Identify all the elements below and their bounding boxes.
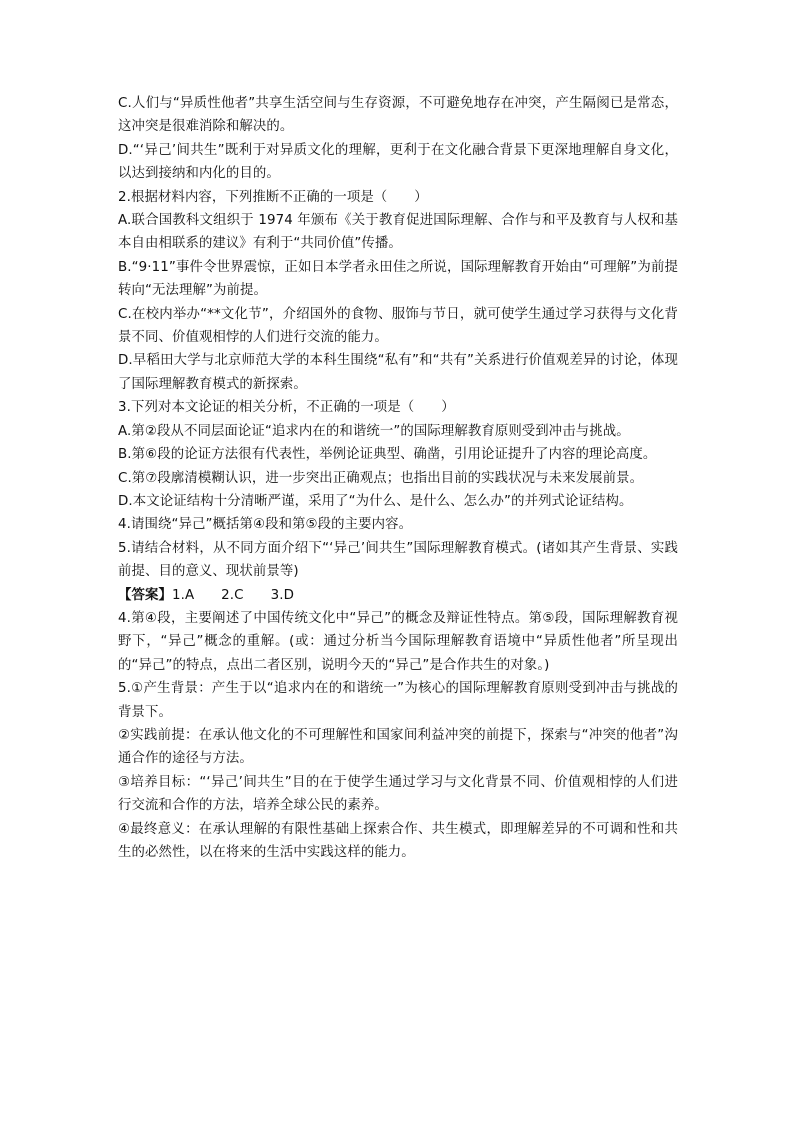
question-3: 3.下列对本文论证的相关分析，不正确的一项是（ ） <box>118 400 455 416</box>
answer-5-premise: ②实践前提：在承认他文化的不可理解性和国家间利益冲突的前提下，探索与“冲突的他者”沟通合作的途径与方法。 <box>118 727 678 767</box>
answer-label: 【答案】 <box>118 587 172 603</box>
answer-5-background: 5.①产生背景：产生于以“追求内在的和谐统一”为核心的国际理解教育原则受到冲击与挑战的背景下。 <box>118 681 678 720</box>
answer-5-significance: ④最终意义：在承认理解的有限性基础上探索合作、共生模式，即理解差异的不可调和性和共生的必然性，以在将来的生活中实践这样的能力。 <box>118 821 678 860</box>
question-5: 5.请结合材料，从不同方面介绍下“‘异己’间共生”国际理解教育模式。(诸如其产生背景、实践前提、目的意义、现状前景等) <box>118 540 678 580</box>
answer-4: 4.第④段，主要阐述了中国传统文化中“异己”的概念及辩证性特点。第⑤段，国际理解教育视野下，“异己”概念的重解。(或：通过分析当今国际理解教育语境中“异质性他者”所呈现出的“异己”的特点，点出二者区别，说明今天的“异己”是合作共生的对象。) <box>118 610 678 673</box>
answer-line <box>118 584 678 607</box>
answer-choices: 1.A 2.C 3.D <box>171 587 294 603</box>
option-b-q3: B.第⑥段的论证方法很有代表性，举例论证典型、确凿，引用论证提升了内容的理论高度。 <box>118 447 657 463</box>
option-a-q2: A.联合国教科文组织于 1974 年颁布《关于教育促进国际理解、合作与和平及教育与人权和基本自由相联系的建议》有利于“共同价值”传播。 <box>118 213 678 252</box>
answer-5-goal: ③培养目标：“‘异己’间共生”目的在于使学生通过学习与文化背景不同、价值观相悖的人们进行交流和合作的方法，培养全球公民的素养。 <box>118 774 678 814</box>
question-2: 2.根据材料内容，下列推断不正确的一项是（ ） <box>118 189 428 205</box>
option-c-q2: C.在校内举办“**文化节”，介绍国外的食物、服饰与节日，就可使学生通过学习获得与文化背景不同、价值观相悖的人们进行交流的能力。 <box>118 306 678 346</box>
option-c-q3: C.第⑦段廓清模糊认识，进一步突出正确观点；也指出目前的实践状况与未来发展前景。 <box>118 470 644 486</box>
option-b-q2: B.“9·11”事件令世界震惊，正如日本学者永田佳之所说，国际理解教育开始由“可理解”为前提转向“无法理解”为前提。 <box>118 259 678 299</box>
option-d-q2: D.早稻田大学与北京师范大学的本科生围绕“私有”和“共有”关系进行价值观差异的讨论，体现了国际理解教育模式的新探索。 <box>118 353 678 392</box>
document-body <box>118 92 678 864</box>
option-d-q1: D.“‘异己’间共生”既利于对异质文化的理解，更利于在文化融合背景下更深地理解自身文化，以达到接纳和内化的目的。 <box>118 142 678 182</box>
option-a-q3: A.第②段从不同层面论证“追求内在的和谐统一”的国际理解教育原则受到冲击与挑战。 <box>118 423 630 439</box>
question-4: 4.请围绕“异己”概括第④段和第⑤段的主要内容。 <box>118 517 413 533</box>
option-c-q1: C.人们与“异质性他者”共享生活空间与生存资源，不可避免地存在冲突，产生隔阂已是常态，这冲突是很难消除和解决的。 <box>118 96 678 135</box>
option-d-q3: D.本文论证结构十分清晰严谨，采用了“为什么、是什么、怎么办”的并列式论证结构。 <box>118 493 633 509</box>
